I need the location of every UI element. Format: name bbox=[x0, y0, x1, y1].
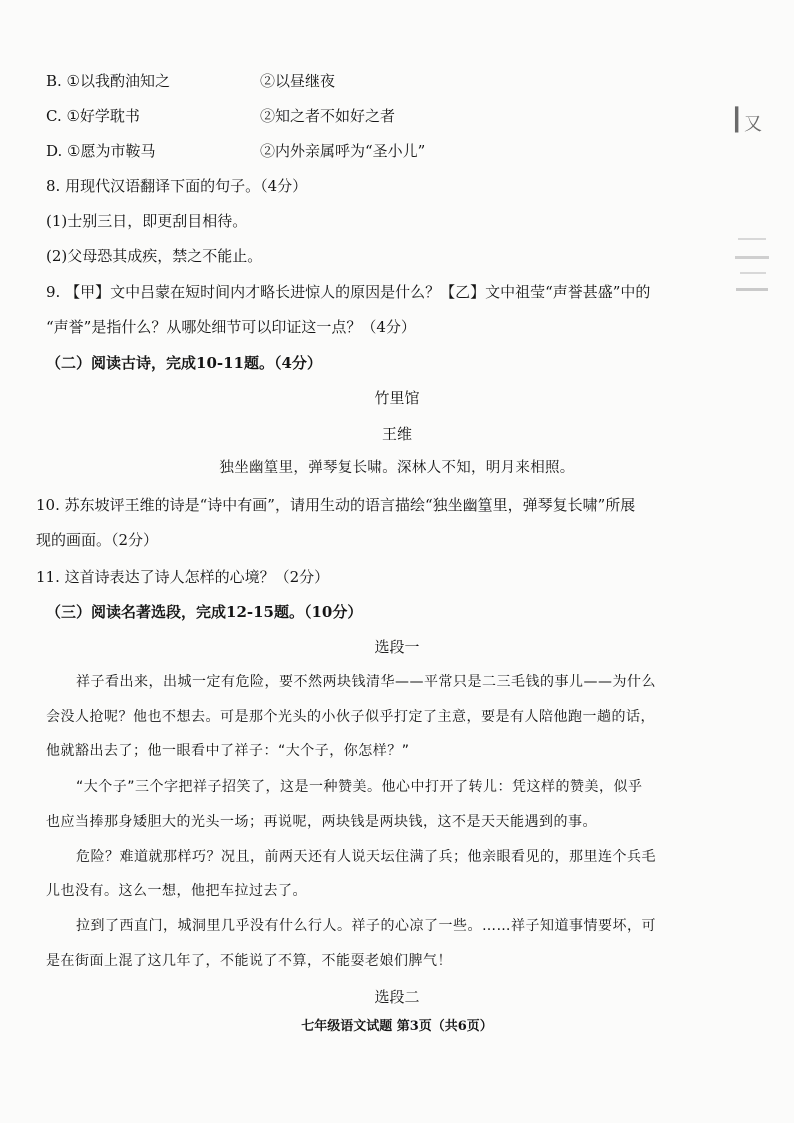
question-9-line-1: 9. 【甲】文中吕蒙在短时间内才略长进惊人的原因是什么？【乙】文中祖莹“声誉甚盛”中的 bbox=[46, 283, 651, 301]
excerpt-paragraph-4-line-1: 拉到了西直门，城洞里几乎没有什么行人。祥子的心凉了一些。……祥子知道事情要坏，可 bbox=[76, 918, 656, 934]
margin-noise-1 bbox=[738, 238, 766, 240]
poem-author: 王维 bbox=[381, 425, 412, 443]
margin-mark-2: 又 bbox=[744, 114, 762, 135]
page-footer: 七年级语文试题 第3页（共6页） bbox=[301, 1019, 493, 1034]
question-9-line-2: “声誉”是指什么？从哪处细节可以印证这一点？（4分） bbox=[46, 318, 416, 336]
excerpt-2-title: 选段二 bbox=[374, 988, 420, 1006]
option-b-text: ②以昼继夜 bbox=[260, 72, 336, 90]
excerpt-1-title: 选段一 bbox=[374, 638, 420, 656]
question-11: 11. 这首诗表达了诗人怎样的心境？（2分） bbox=[36, 568, 330, 586]
excerpt-paragraph-1-line-3: 他就豁出去了；他一眼看中了祥子：“大个子，你怎样？” bbox=[46, 743, 410, 759]
excerpt-paragraph-1-line-1: 祥子看出来，出城一定有危险，要不然两块钱清华——平常只是二三毛钱的事儿——为什么 bbox=[76, 674, 656, 690]
excerpt-paragraph-3-line-1: 危险？难道就那样巧？况且，前两天还有人说天坛住满了兵；他亲眼看见的，那里连个兵毛 bbox=[76, 849, 656, 865]
option-c-text: ②知之者不如好之者 bbox=[260, 107, 396, 125]
section-2-heading: （二）阅读古诗，完成10-11题。（4分） bbox=[46, 354, 322, 372]
question-8-item-1: (1)士别三日，即更刮目相待。 bbox=[46, 212, 248, 230]
excerpt-paragraph-2-line-2: 也应当捧那身矮胆大的光头一场；再说呢，两块钱是两块钱，这不是天天能遇到的事。 bbox=[46, 814, 597, 830]
excerpt-paragraph-2-line-1: “大个子”三个字把祥子招笑了，这是一种赞美。他心中打开了转儿：凭这样的赞美，似乎 bbox=[76, 779, 643, 795]
question-8: 8. 用现代汉语翻译下面的句子。（4分） bbox=[46, 177, 308, 195]
option-d-text: ②内外亲属呼为“圣小儿” bbox=[260, 142, 426, 160]
poem-body: 独坐幽篁里，弹琴复长啸。深林人不知，明月来相照。 bbox=[219, 460, 575, 476]
margin-noise-2 bbox=[735, 256, 769, 259]
question-10-line-2: 现的画面。（2分） bbox=[36, 531, 159, 549]
section-3-heading: （三）阅读名著选段，完成12-15题。（10分） bbox=[46, 603, 363, 621]
margin-mark-1: ┃ bbox=[730, 108, 744, 133]
margin-noise-3 bbox=[740, 272, 766, 274]
option-b-label: B. ①以我酌油知之 bbox=[46, 72, 171, 90]
margin-noise-4 bbox=[736, 288, 768, 291]
option-c-label: C. ①好学耽书 bbox=[46, 107, 140, 125]
option-d-label: D. ①愿为市鞍马 bbox=[46, 142, 156, 160]
poem-title: 竹里馆 bbox=[374, 389, 420, 407]
excerpt-paragraph-1-line-2: 会没人抢呢？他也不想去。可是那个光头的小伙子似乎打定了主意，要是有人陪他跑一趟的话， bbox=[46, 709, 655, 725]
excerpt-paragraph-3-line-2: 儿也没有。这么一想，他把车拉过去了。 bbox=[46, 883, 307, 899]
question-10-line-1: 10. 苏东坡评王维的诗是“诗中有画”，请用生动的语言描绘“独坐幽篁里，弹琴复长啸”所展 bbox=[36, 496, 636, 514]
excerpt-paragraph-4-line-2: 是在街面上混了这几年了，不能说了不算，不能耍老娘们脾气！ bbox=[46, 953, 452, 969]
question-8-item-2: (2)父母恐其成疾，禁之不能止。 bbox=[46, 247, 263, 265]
